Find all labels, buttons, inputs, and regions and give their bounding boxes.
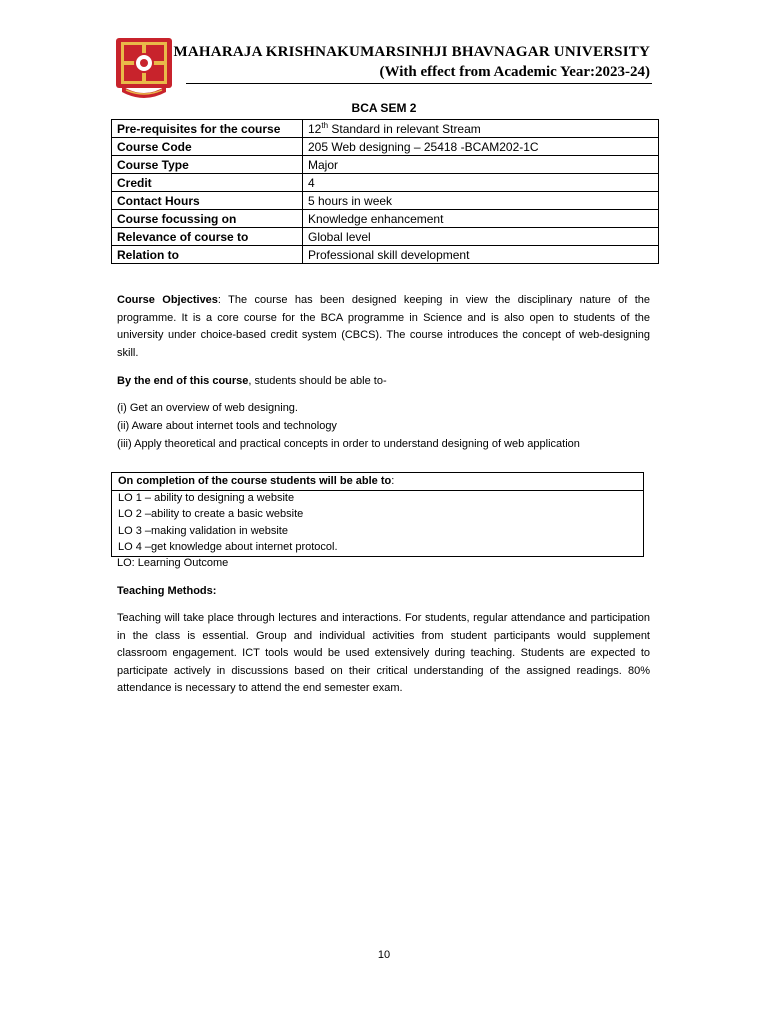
objectives-label: Course Objectives — [117, 294, 218, 306]
row-value: Global level — [303, 228, 659, 246]
table-row — [112, 120, 659, 138]
course-objectives-paragraph — [117, 292, 650, 362]
lo-note: LO: Learning Outcome — [117, 557, 229, 569]
row-key: Course focussing on — [112, 210, 303, 228]
table-row — [112, 138, 659, 156]
learning-outcome-item: LO 2 –ability to create a basic website — [118, 508, 304, 520]
row-value: Professional skill development — [303, 246, 659, 264]
learning-outcomes-header: On completion of the course students will be able to: — [112, 473, 643, 491]
teaching-methods-paragraph: Teaching will take place through lectures and interactions. For students, regular attendance and participation in the class is essential. Group and individual activities from student participants would supplement classroom engagement. ICT tools would be used extensively during teaching. Students are expected to participate actively in discussions based on their critical understanding of the assigned readings. 80% attendance is necessary to attend the end semester exam. — [117, 612, 650, 694]
table-row — [112, 228, 659, 246]
table-row — [112, 246, 659, 264]
page-number: 10 — [377, 949, 391, 961]
header-divider — [186, 83, 652, 84]
row-value: Major — [303, 156, 659, 174]
teaching-methods-heading: Teaching Methods: — [117, 585, 217, 597]
table-row — [112, 156, 659, 174]
course-info-table — [111, 119, 659, 264]
university-name: MAHARAJA KRISHNAKUMARSINHJI BHAVNAGAR UNIVERSITY — [173, 44, 650, 60]
row-key: Contact Hours — [112, 192, 303, 210]
learning-outcome-item: LO 1 – ability to designing a website — [118, 492, 295, 504]
row-value: 5 hours in week — [303, 192, 659, 210]
row-key: Pre-requisites for the course — [112, 120, 303, 138]
university-logo — [112, 36, 176, 100]
learning-outcome-item: LO 3 –making validation in website — [118, 525, 288, 537]
outcome-item: (ii) Aware about internet tools and technology — [117, 420, 337, 432]
row-key: Course Code — [112, 138, 303, 156]
row-key: Course Type — [112, 156, 303, 174]
row-value: 4 — [303, 174, 659, 192]
learning-outcomes-box — [111, 472, 644, 557]
outcome-item: (i) Get an overview of web designing. — [117, 402, 298, 414]
row-key: Relation to — [112, 246, 303, 264]
academic-year-note: (With effect from Academic Year:2023-24) — [379, 64, 650, 80]
row-value: Knowledge enhancement — [303, 210, 659, 228]
end-of-course-text: , students should be able to- — [248, 375, 387, 387]
semester-title: BCA SEM 2 — [351, 101, 417, 115]
end-of-course-line — [117, 375, 387, 387]
row-value: 205 Web designing – 25418 -BCAM202-1C — [303, 138, 659, 156]
row-key: Relevance of course to — [112, 228, 303, 246]
end-of-course-label: By the end of this course — [117, 375, 249, 387]
learning-outcome-item: LO 4 –get knowledge about internet protocol. — [118, 541, 338, 553]
table-row — [112, 210, 659, 228]
table-row — [112, 192, 659, 210]
objectives-text: : The course has been designed keeping in view the disciplinary nature of the programme. It is a core course for the BCA programme in Science and is also open to students of the university under choice-based credit system (CBCS). The course introduces the concept of web-designing skill. — [117, 294, 650, 359]
row-key: Credit — [112, 174, 303, 192]
row-value: 12th Standard in relevant Stream — [303, 120, 659, 138]
outcome-item: (iii) Apply theoretical and practical concepts in order to understand designing of web application — [117, 438, 580, 450]
table-row — [112, 174, 659, 192]
